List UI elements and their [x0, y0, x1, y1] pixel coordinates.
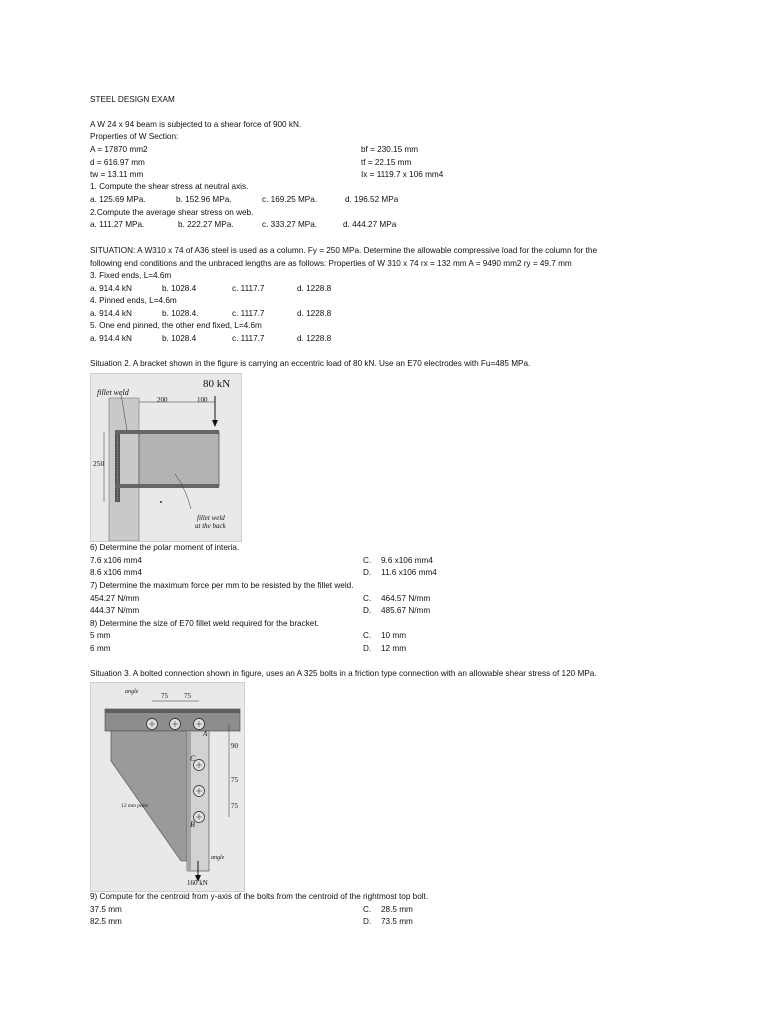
- dim-100: 100: [197, 396, 208, 404]
- q2-choice-a: a. 111.27 MPa.: [90, 220, 145, 229]
- q5-choice-a: a. 914.4 kN: [90, 334, 132, 343]
- question-4: 4. Pinned ends, L=4.6m: [90, 296, 177, 305]
- situation3-text: Situation 3. A bolted connection shown in figure, uses an A 325 bolts in a friction type connection with an allowable shear stress of 120 MPa.: [90, 669, 597, 678]
- question-5: 5. One end pinned, the other end fixed, L=4.6m: [90, 321, 262, 330]
- property-web-thickness: tw = 13.11 mm: [90, 170, 144, 179]
- gusset-plate: [111, 731, 189, 861]
- dim-200: 200: [157, 396, 168, 404]
- q6-choice-c: 9.6 x106 mm4: [381, 556, 433, 565]
- fillet-weld-label: fillet weld: [97, 388, 129, 397]
- column-flange: [109, 398, 139, 541]
- q3-choice-c: c. 1117.7: [232, 284, 265, 293]
- dim-75-b: 75: [184, 692, 191, 700]
- property-inertia: Ix = 1119.7 x 106 mm4: [361, 170, 444, 179]
- q7-letter-d: D.: [363, 606, 372, 615]
- property-flange-thickness: tf = 22.15 mm: [361, 158, 412, 167]
- q8-choice-a: 5 mm: [90, 631, 111, 640]
- question-2: 2.Compute the average shear stress on web.: [90, 208, 254, 217]
- q4-choice-d: d. 1228.8: [297, 309, 332, 318]
- fillet-weld-bottom: [115, 484, 219, 488]
- q1-choice-d: d. 196.52 MPa: [345, 195, 399, 204]
- q7-choice-c: 464.57 N/mm: [381, 594, 431, 603]
- question-3: 3. Fixed ends, L=4.6m: [90, 271, 172, 280]
- q8-letter-c: C.: [363, 631, 372, 640]
- back-weld-label-1: fillet weld: [197, 514, 225, 522]
- bolt-label-C: C: [190, 754, 196, 763]
- q6-letter-d: D.: [363, 568, 372, 577]
- q4-choice-c: c. 1117.7: [232, 309, 265, 318]
- q3-choice-d: d. 1228.8: [297, 284, 332, 293]
- load-label: 160 kN: [187, 879, 208, 887]
- page-title: STEEL DESIGN EXAM: [90, 95, 175, 104]
- q8-letter-d: D.: [363, 644, 372, 653]
- dim-250: 250: [93, 459, 105, 468]
- q8-choice-b: 6 mm: [90, 644, 111, 653]
- situation2-text: Situation 2. A bracket shown in the figure is carrying an eccentric load of 80 kN. Use an E70 electrodes with Fu=485 MPa.: [90, 359, 531, 368]
- q8-choice-c: 10 mm: [381, 631, 407, 640]
- q1-choice-b: b. 152.96 MPa.: [176, 195, 232, 204]
- q4-choice-a: a. 914.4 kN: [90, 309, 132, 318]
- load-label: 80 kN: [203, 378, 231, 390]
- angle-label-bottom: angle: [211, 855, 225, 861]
- property-area: A = 17870 mm2: [90, 145, 148, 154]
- q9-letter-d: D.: [363, 917, 372, 926]
- q6-choice-b: 8.6 x106 mm4: [90, 568, 142, 577]
- situation1-line1: SITUATION: A W310 x 74 of A36 steel is used as a column. Fy = 250 MPa. Determine the allowable compressive load for the column for the: [90, 246, 598, 255]
- q6-letter-c: C.: [363, 556, 372, 565]
- q9-choice-a: 37.5 mm: [90, 905, 122, 914]
- situation1-line2: following end conditions and the unbraced lengths are as follows: Properties of W 310 x 74 rx = 132 mm A = 9490 mm2 ry = 49.7 mm: [90, 259, 572, 268]
- q2-choice-b: b. 222.27 MPa.: [178, 220, 234, 229]
- q5-choice-c: c. 1117.7: [232, 334, 265, 343]
- property-depth: d = 616.97 mm: [90, 158, 145, 167]
- fillet-weld-top: [115, 430, 219, 434]
- dim-90: 90: [231, 742, 238, 750]
- q7-choice-d: 485.67 N/mm: [381, 606, 431, 615]
- q6-choice-d: 11.6 x106 mm4: [381, 568, 437, 577]
- q1-choice-a: a. 125.69 MPa.: [90, 195, 146, 204]
- bolt-label-A: A: [203, 730, 208, 738]
- q9-choice-c: 28.5 mm: [381, 905, 413, 914]
- q9-letter-c: C.: [363, 905, 372, 914]
- dim-75-a: 75: [161, 692, 168, 700]
- dim-75-d: 75: [231, 802, 238, 810]
- q2-choice-d: d. 444.27 MPa: [343, 220, 397, 229]
- dim-75-c: 75: [231, 776, 238, 784]
- q5-choice-d: d. 1228.8: [297, 334, 332, 343]
- q7-choice-a: 454.27 N/mm: [90, 594, 140, 603]
- property-flange-width: bf = 230.15 mm: [361, 145, 419, 154]
- question-9: 9) Compute for the centroid from y-axis of the bolts from the centroid of the rightmost top bolt.: [90, 892, 429, 901]
- problem1-intro: A W 24 x 94 beam is subjected to a shear force of 900 kN.: [90, 120, 302, 129]
- plate-label: 12 mm plate: [121, 803, 149, 809]
- q7-choice-b: 444.37 N/mm: [90, 606, 140, 615]
- angle-label-top: angle: [125, 689, 139, 695]
- question-6: 6) Determine the polar moment of interia.: [90, 543, 240, 552]
- back-weld-label-2: at the back: [195, 522, 226, 530]
- q1-choice-c: c. 169.25 MPa.: [262, 195, 318, 204]
- q3-choice-a: a. 914.4 kN: [90, 284, 132, 293]
- q6-choice-a: 7.6 x106 mm4: [90, 556, 142, 565]
- question-8: 8) Determine the size of E70 fillet weld required for the bracket.: [90, 619, 319, 628]
- bolted-connection-figure: [90, 682, 245, 892]
- properties-heading: Properties of W Section:: [90, 132, 179, 141]
- q2-choice-c: c. 333.27 MPa.: [262, 220, 318, 229]
- q7-letter-c: C.: [363, 594, 372, 603]
- bolt-label-B: B: [190, 820, 195, 829]
- q9-choice-b: 82.5 mm: [90, 917, 122, 926]
- bracket-figure: [90, 373, 242, 542]
- question-7: 7) Determine the maximum force per mm to be resisted by the fillet weld.: [90, 581, 354, 590]
- q9-choice-d: 73.5 mm: [381, 917, 413, 926]
- q8-choice-d: 12 mm: [381, 644, 407, 653]
- question-1: 1. Compute the shear stress at neutral axis.: [90, 182, 249, 191]
- q5-choice-b: b. 1028.4: [162, 334, 197, 343]
- q4-choice-b: b. 1028.4.: [162, 309, 199, 318]
- q3-choice-b: b. 1028.4: [162, 284, 197, 293]
